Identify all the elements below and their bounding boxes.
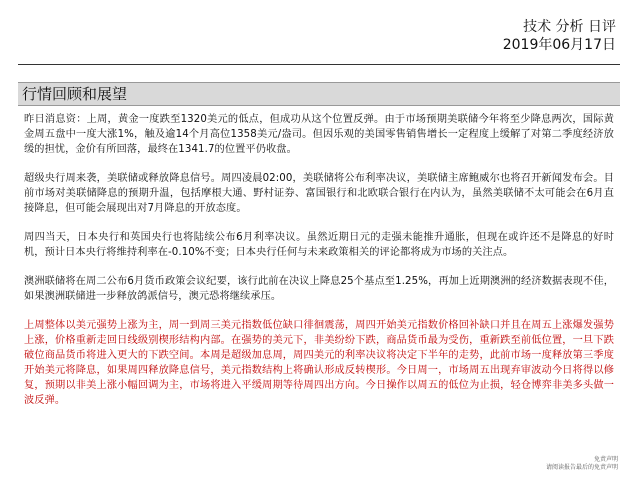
header-divider bbox=[18, 64, 620, 65]
paragraph-boj-boe: 周四当天，日本央行和英国央行也将陆续公布6月利率决议。虽然近期日元的走强未能推升通胀，但现在或许还不是降息的好时机，预计日本央行将维持利率在-0.10%不变；日本央行任何与未来政策相关的评论都将成为市场的关注点。 bbox=[24, 232, 614, 258]
paragraph-outlook: 上周整体以美元强势上涨为主，周一到周三美元指数低位缺口徘徊震荡，周四开始美元指数价格回补缺口并且在周五上涨爆发强势上涨，价格重新走回日线级别楔形结构内部。在强势的美元下，非美纷纷下跌，商品货币最为受伤，重新跌至前低位置，一旦下跌破位商品货币将进入更大的下跌空间。本周是超级加息周，周四美元的利率决议将决定下半年的走势，此前市场一度释放第三季度开始美元将降息，如果周四释放降息信号，美元指数结构上将确认形成反转楔形。今日周一，市场周五出现弃审波动今日将得以修复，预期以非美上涨小幅回调为主，市场将进入平缓周期等待周四出方向。今日操作以周五的低位为止损，轻仓博弈非美多头做一波反弹。 bbox=[24, 320, 614, 406]
paragraph-gold-review: 昨日消息资：上周，黄金一度跌至1320美元的低点，但成功从这个位置反弹。由于市场预期美联储今年将至少降息两次，国际黄金周五盘中一度大涨1%，触及逾14个月高位1358美元/盎司。但因乐观的美国零售销售增长一定程度上缓解了对第二季度经济放缓的担忧，金价有所回落，最终在1341.7的位置平仍收盘。 bbox=[24, 114, 614, 155]
disclaimer-title: 免责声明 bbox=[593, 456, 618, 463]
section-title: 行情回顾和展望 bbox=[22, 85, 128, 103]
disclaimer bbox=[546, 456, 618, 472]
report-content bbox=[24, 112, 614, 422]
report-header bbox=[503, 18, 616, 54]
paragraph-rba: 澳洲联储将在周二公布6月货币政策会议纪要，该行此前在决议上降息25个基点至1.25%，再加上近期澳洲的经济数据表现不佳，如果澳洲联储进一步释放鸽派信号，澳元恐将继续承压。 bbox=[24, 276, 614, 302]
disclaimer-note: 请阅读报告最后的免责声明 bbox=[545, 464, 618, 471]
paragraph-fed-decision: 超级央行周来袭，美联储或释放降息信号。周四凌晨02:00，美联储将公布利率决议，美联储主席鲍威尔也将召开新闻发布会。目前市场对美联储降息的预期升温，包括摩根大通、野村证券、富国银行和北欧联合银行在内认为，虽然美联储不太可能会在6月直接降息，但可能会展现出对7月降息的开放态度。 bbox=[24, 173, 614, 214]
report-category: 技术 分析 日评 bbox=[523, 19, 616, 35]
section-header-bar bbox=[18, 82, 620, 106]
report-date: 2019年06月17日 bbox=[502, 37, 616, 53]
